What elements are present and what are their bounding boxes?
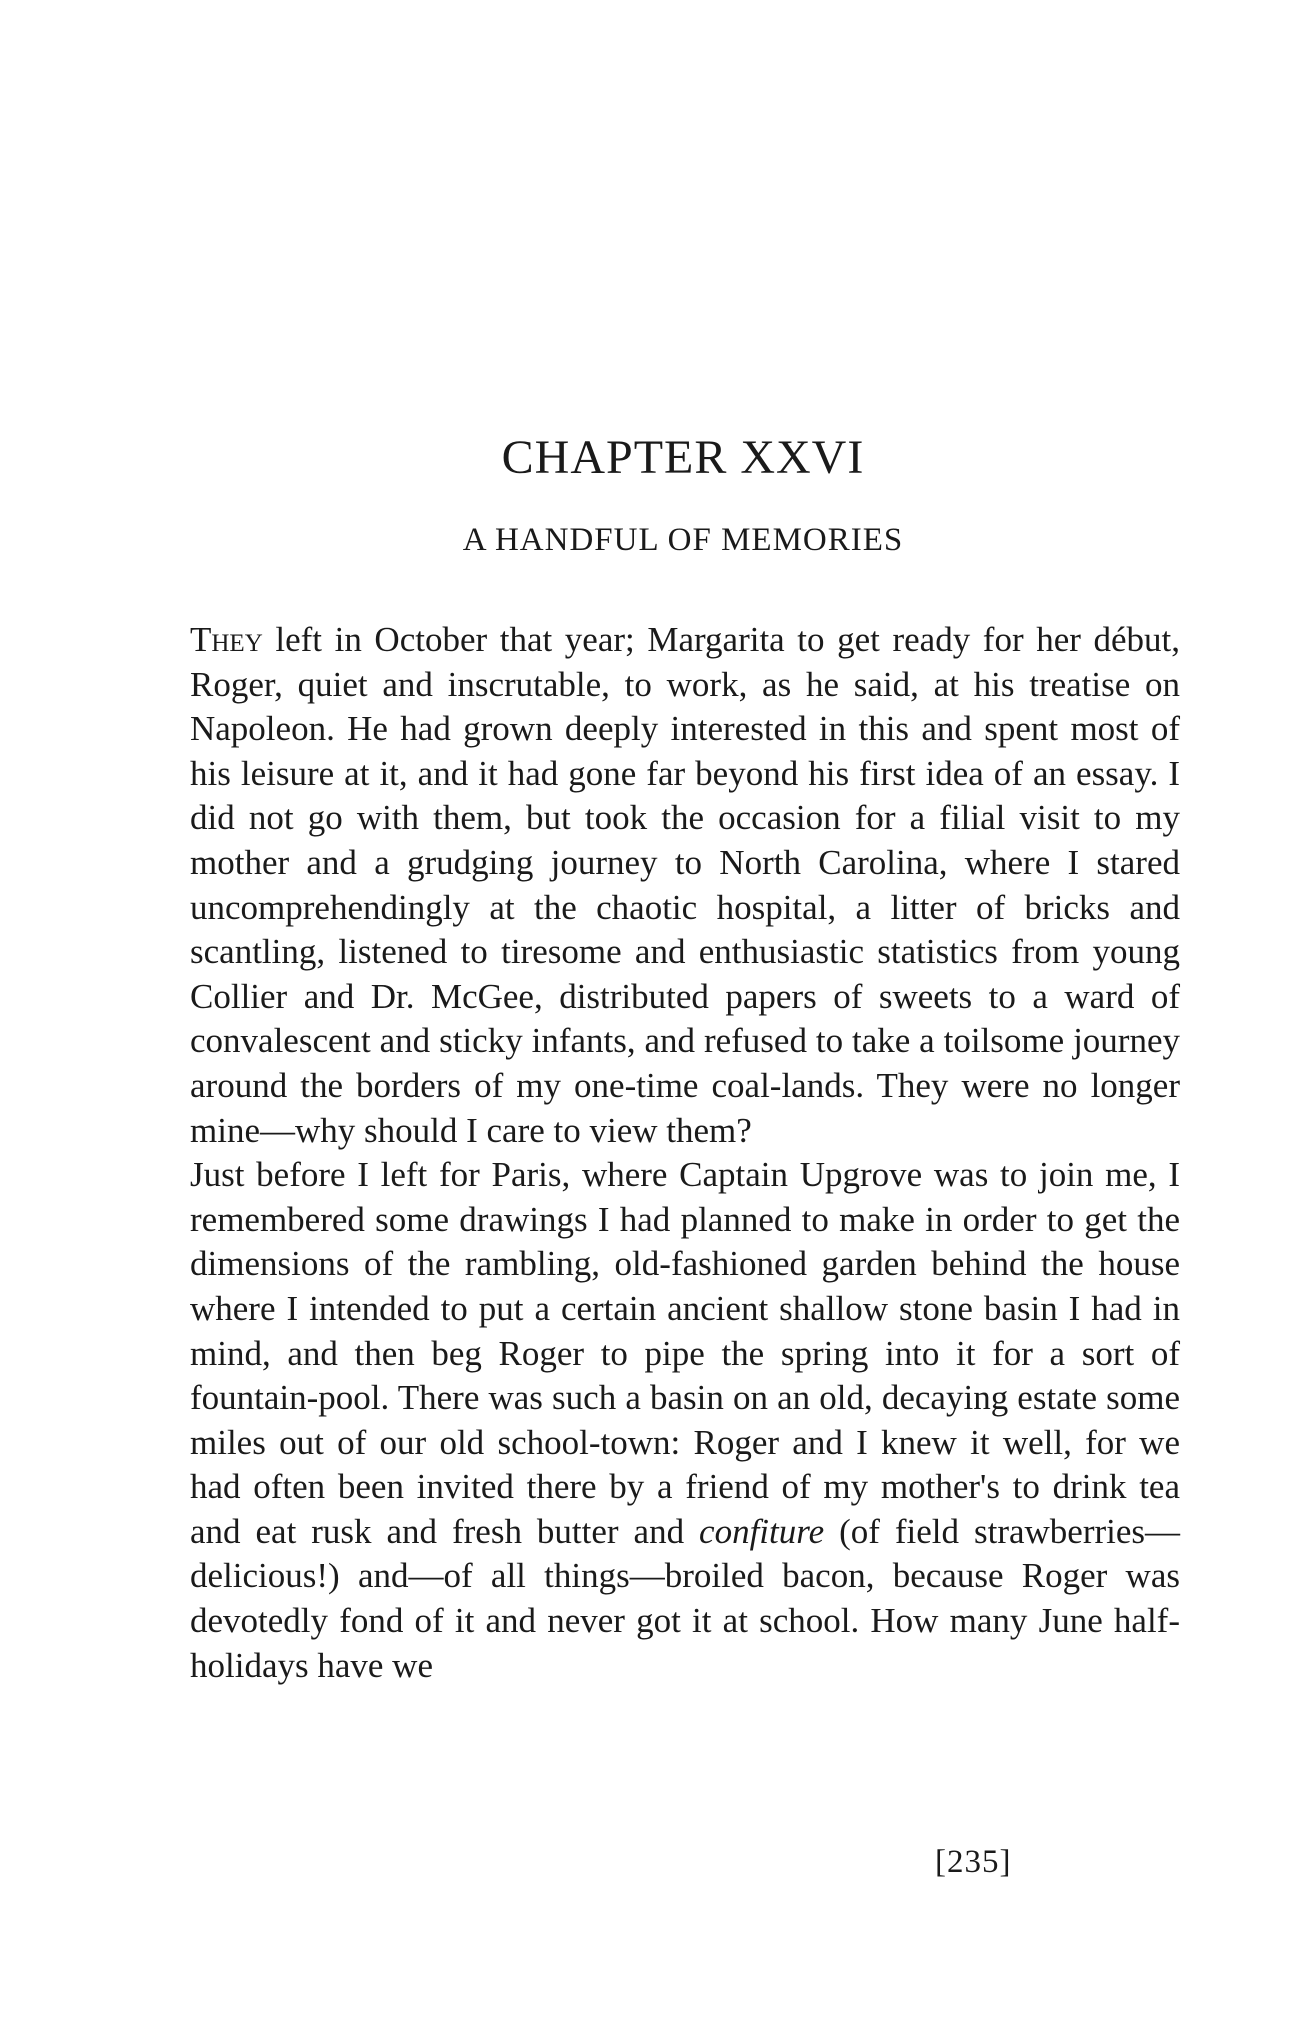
paragraph-2-text-after: (of field strawberries—delicious!) and—of all things—broiled bacon, because Roger was devotedly fond of it and never got it at school. How many June half-holidays have we <box>190 1511 1181 1685</box>
chapter-body <box>190 618 1180 1688</box>
chapter-title: A HANDFUL OF MEMORIES <box>462 522 904 558</box>
paragraph-1-text: left in October that year; Margarita to get ready for her début, Roger, quiet and inscrutable, to work, as he said, at his treatise on Napoleon. He had grown deeply interested in this and spent most of his leisure at it, and it had gone far beyond his first idea of an essay. I did not go with them, but took the occasion for a filial visit to my mother and a grudging journey to North Carolina, where I stared uncomprehendingly at the chaotic hospital, a litter of bricks and scantling, listened to tiresome and enthusiastic statistics from young Collier and Dr. McGee, distributed papers of sweets to a ward of convalescent and sticky infants, and refused to take a toilsome journey around the borders of my one-time coal-lands. They were no longer mine—why should I care to view them? <box>190 620 1180 1150</box>
opening-word: They <box>190 620 263 659</box>
paragraph-2-text-before: Just before I left for Paris, where Captain Upgrove was to join me, I remembered some drawings I had planned to make in order to get the dimensions of the rambling, old-fashioned garden behind the house where I intended to put a certain ancient shallow stone basin I had in mind, and then beg Roger to pipe the spring into it for a sort of fountain-pool. There was such a basin on an old, decaying estate some miles out of our old school-town: Roger and I knew it well, for we had often been invited there by a friend of my mother's to drink tea and eat rusk and fresh butter and <box>190 1155 1180 1551</box>
paragraph-2 <box>190 1153 1180 1688</box>
chapter-number: CHAPTER XXVI <box>501 431 865 484</box>
paragraph-2-italic: confiture <box>699 1511 825 1551</box>
page-number: [235] <box>935 1844 1012 1880</box>
paragraph-1 <box>190 618 1180 1153</box>
